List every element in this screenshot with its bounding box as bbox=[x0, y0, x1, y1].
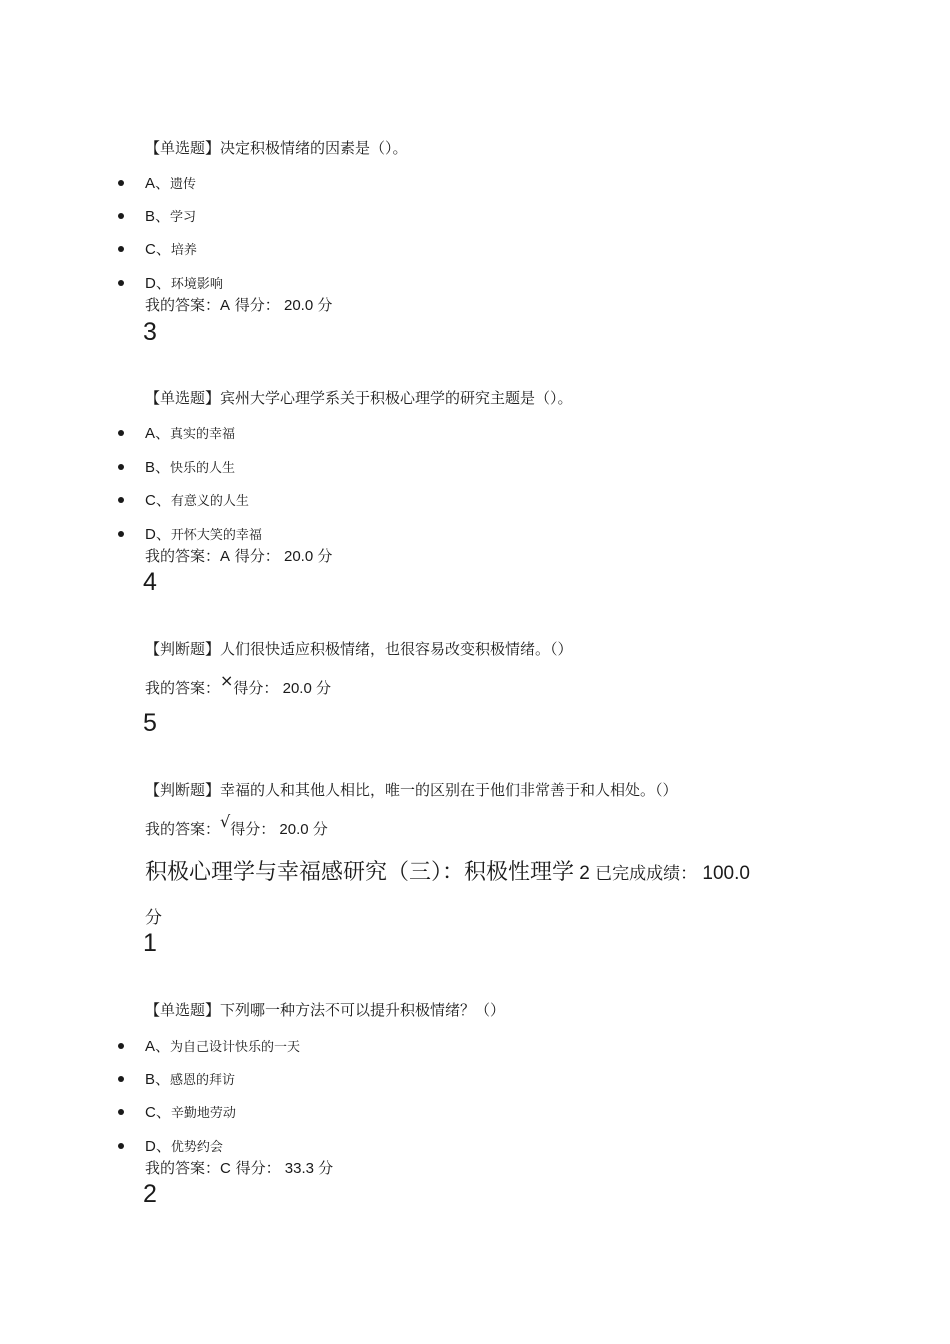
option-d bbox=[145, 523, 262, 544]
option-text: 开怀大笑的幸福 bbox=[170, 528, 262, 543]
bullet bbox=[118, 497, 124, 503]
score-unit: 分 bbox=[312, 820, 328, 838]
answer-line bbox=[145, 545, 332, 566]
option-letter: C、 bbox=[145, 241, 171, 258]
score-label: 得分： bbox=[230, 547, 280, 565]
section-score-unit: 分 bbox=[145, 908, 162, 928]
answer-label: 我的答案： bbox=[145, 679, 221, 697]
bullet bbox=[118, 213, 124, 219]
question-heading: 【单选题】宾州大学心理学系关于积极心理学的研究主题是（）。 bbox=[145, 389, 573, 407]
option-text: 遗传 bbox=[170, 177, 197, 192]
check-icon: √ bbox=[220, 812, 231, 831]
option-text: 为自己设计快乐的一天 bbox=[170, 1040, 301, 1055]
bullet bbox=[118, 246, 124, 252]
option-a bbox=[145, 1035, 300, 1056]
option-letter: C、 bbox=[145, 1104, 171, 1121]
option-text: 有意义的人生 bbox=[170, 494, 249, 509]
option-letter: B、 bbox=[145, 1071, 171, 1088]
score-label: 得分： bbox=[233, 679, 279, 697]
option-text: 真实的幸福 bbox=[170, 427, 236, 442]
bullet bbox=[118, 280, 124, 286]
score-unit: 分 bbox=[317, 547, 333, 565]
section-status: 已完成成绩： bbox=[595, 864, 698, 884]
answer-value: C bbox=[220, 1160, 231, 1177]
option-letter: D、 bbox=[145, 275, 171, 292]
section-title-number: 2 bbox=[574, 863, 596, 884]
option-text: 辛勤地劳动 bbox=[170, 1106, 236, 1121]
option-text: 环境影响 bbox=[170, 277, 223, 292]
question-heading: 【判断题】人们很快适应积极情绪，也很容易改变积极情绪。（） bbox=[145, 640, 573, 658]
bullet bbox=[118, 464, 124, 470]
question-number: 1 bbox=[143, 929, 157, 957]
option-b bbox=[145, 456, 235, 477]
bullet bbox=[118, 1109, 124, 1115]
option-text: 学习 bbox=[170, 210, 197, 225]
option-text: 培养 bbox=[170, 243, 197, 258]
option-a bbox=[145, 172, 196, 193]
answer-label: 我的答案： bbox=[145, 296, 221, 314]
question-number: 5 bbox=[143, 709, 157, 737]
score-unit: 分 bbox=[317, 296, 333, 314]
option-c bbox=[145, 489, 249, 510]
answer-label: 我的答案： bbox=[145, 820, 221, 838]
answer-label: 我的答案： bbox=[145, 547, 221, 565]
option-a bbox=[145, 422, 235, 443]
answer-value: A bbox=[220, 297, 231, 314]
score-value: 20.0 bbox=[279, 297, 318, 314]
section-title-text: 积极心理学与幸福感研究（三）：积极性理学 bbox=[145, 860, 575, 885]
option-b bbox=[145, 1068, 235, 1089]
question-number: 4 bbox=[143, 568, 157, 596]
score-value: 20.0 bbox=[275, 821, 313, 838]
answer-value: A bbox=[220, 548, 231, 565]
bullet bbox=[118, 180, 124, 186]
option-letter: A、 bbox=[145, 175, 171, 192]
cross-icon: × bbox=[220, 671, 234, 690]
option-letter: A、 bbox=[145, 425, 171, 442]
option-d bbox=[145, 272, 223, 293]
score-value: 20.0 bbox=[279, 548, 318, 565]
option-text: 感恩的拜访 bbox=[170, 1073, 236, 1088]
question-heading: 【判断题】幸福的人和其他人相比，唯一的区别在于他们非常善于和人相处。（） bbox=[145, 781, 678, 799]
option-letter: A、 bbox=[145, 1038, 171, 1055]
option-text: 优势约会 bbox=[170, 1140, 223, 1155]
bullet bbox=[118, 531, 124, 537]
question-heading: 【单选题】决定积极情绪的因素是（）。 bbox=[145, 139, 408, 157]
score-label: 得分： bbox=[230, 820, 276, 838]
option-d bbox=[145, 1135, 223, 1156]
section-title bbox=[145, 855, 750, 886]
option-c bbox=[145, 1101, 236, 1122]
option-letter: D、 bbox=[145, 1138, 171, 1155]
option-text: 快乐的人生 bbox=[170, 461, 236, 476]
bullet bbox=[118, 1143, 124, 1149]
option-letter: D、 bbox=[145, 526, 171, 543]
option-letter: C、 bbox=[145, 492, 171, 509]
option-c bbox=[145, 238, 197, 259]
score-unit: 分 bbox=[315, 679, 331, 697]
bullet bbox=[118, 1076, 124, 1082]
answer-line bbox=[145, 294, 332, 315]
question-number: 2 bbox=[143, 1180, 157, 1208]
bullet bbox=[118, 1043, 124, 1049]
answer-line bbox=[145, 671, 331, 698]
section-score: 100.0 bbox=[697, 863, 750, 884]
answer-label: 我的答案： bbox=[145, 1159, 221, 1177]
score-unit: 分 bbox=[318, 1159, 334, 1177]
answer-line bbox=[145, 1157, 333, 1178]
score-value: 33.3 bbox=[280, 1160, 319, 1177]
score-label: 得分： bbox=[230, 1159, 281, 1177]
answer-line bbox=[145, 812, 328, 839]
question-heading: 【单选题】下列哪一种方法不可以提升积极情绪？（） bbox=[145, 1001, 506, 1019]
option-b bbox=[145, 205, 196, 226]
option-letter: B、 bbox=[145, 208, 171, 225]
bullet bbox=[118, 430, 124, 436]
option-letter: B、 bbox=[145, 459, 171, 476]
question-number: 3 bbox=[143, 318, 157, 346]
score-value: 20.0 bbox=[278, 680, 316, 697]
score-label: 得分： bbox=[230, 296, 280, 314]
